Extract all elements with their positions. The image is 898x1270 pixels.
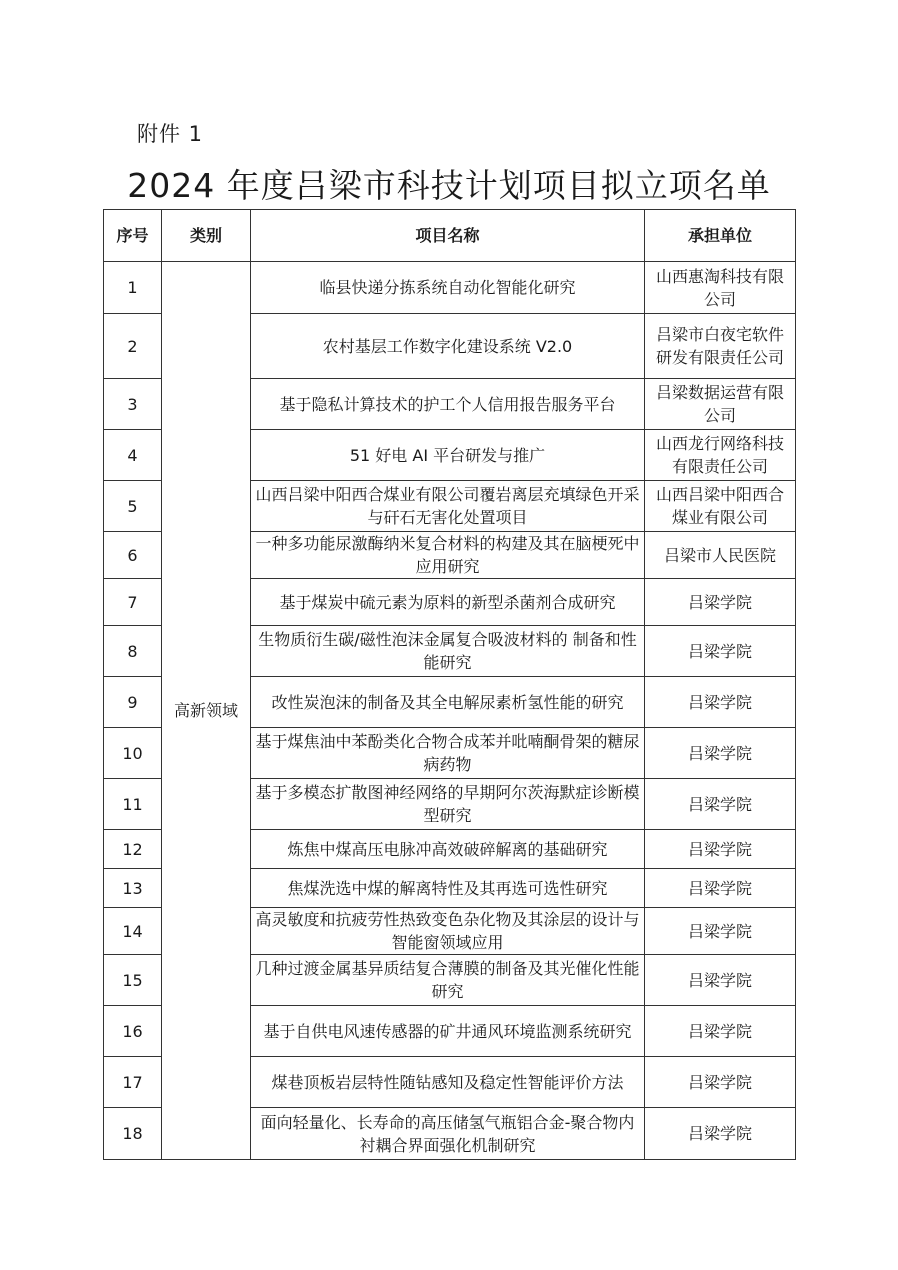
responsible-unit: 山西吕梁中阳西合煤业有限公司 xyxy=(645,481,796,532)
header-no: 序号 xyxy=(104,210,162,262)
row-number: 7 xyxy=(104,579,162,626)
project-name: 基于自供电风速传感器的矿井通风环境监测系统研究 xyxy=(251,1006,645,1057)
header-project-name: 项目名称 xyxy=(251,210,645,262)
responsible-unit: 吕梁数据运营有限公司 xyxy=(645,379,796,430)
project-table xyxy=(103,209,796,1160)
project-name: 改性炭泡沫的制备及其全电解尿素析氢性能的研究 xyxy=(251,677,645,728)
page-title: 2024 年度吕梁市科技计划项目拟立项名单 xyxy=(127,166,771,205)
row-number: 13 xyxy=(104,869,162,908)
row-number: 2 xyxy=(104,314,162,379)
row-number: 18 xyxy=(104,1108,162,1160)
table-header-row xyxy=(104,210,796,262)
row-number: 5 xyxy=(104,481,162,532)
project-name: 农村基层工作数字化建设系统 V2.0 xyxy=(251,314,645,379)
row-number: 12 xyxy=(104,830,162,869)
responsible-unit: 吕梁学院 xyxy=(645,626,796,677)
row-number: 14 xyxy=(104,908,162,955)
project-name: 焦煤洗选中煤的解离特性及其再选可选性研究 xyxy=(251,869,645,908)
row-number: 10 xyxy=(104,728,162,779)
responsible-unit: 吕梁市人民医院 xyxy=(645,532,796,579)
project-name: 51 好电 AI 平台研发与推广 xyxy=(251,430,645,481)
row-number: 6 xyxy=(104,532,162,579)
project-name: 基于煤炭中硫元素为原料的新型杀菌剂合成研究 xyxy=(251,579,645,626)
project-name: 基于多模态扩散图神经网络的早期阿尔茨海默症诊断模型研究 xyxy=(251,779,645,830)
row-number: 15 xyxy=(104,955,162,1006)
table-row xyxy=(104,262,796,314)
row-number: 9 xyxy=(104,677,162,728)
row-number: 11 xyxy=(104,779,162,830)
responsible-unit: 山西龙行网络科技有限责任公司 xyxy=(645,430,796,481)
row-number: 16 xyxy=(104,1006,162,1057)
project-name: 生物质衍生碳/磁性泡沫金属复合吸波材料的 制备和性能研究 xyxy=(251,626,645,677)
project-name: 一种多功能尿激酶纳米复合材料的构建及其在脑梗死中应用研究 xyxy=(251,532,645,579)
attachment-label: 附件 1 xyxy=(137,122,204,146)
header-unit: 承担单位 xyxy=(645,210,796,262)
row-number: 1 xyxy=(104,262,162,314)
project-name: 临县快递分拣系统自动化智能化研究 xyxy=(251,262,645,314)
responsible-unit: 吕梁市白夜宅软件研发有限责任公司 xyxy=(645,314,796,379)
responsible-unit: 吕梁学院 xyxy=(645,579,796,626)
responsible-unit: 山西惠淘科技有限公司 xyxy=(645,262,796,314)
project-name: 山西吕梁中阳西合煤业有限公司覆岩离层充填绿色开采与矸石无害化处置项目 xyxy=(251,481,645,532)
responsible-unit: 吕梁学院 xyxy=(645,908,796,955)
responsible-unit: 吕梁学院 xyxy=(645,728,796,779)
responsible-unit: 吕梁学院 xyxy=(645,1006,796,1057)
responsible-unit: 吕梁学院 xyxy=(645,955,796,1006)
project-name: 炼焦中煤高压电脉冲高效破碎解离的基础研究 xyxy=(251,830,645,869)
responsible-unit: 吕梁学院 xyxy=(645,779,796,830)
responsible-unit: 吕梁学院 xyxy=(645,1057,796,1108)
responsible-unit: 吕梁学院 xyxy=(645,1108,796,1160)
header-category: 类别 xyxy=(162,210,251,262)
project-name: 高灵敏度和抗疲劳性热致变色杂化物及其涂层的设计与智能窗领域应用 xyxy=(251,908,645,955)
row-number: 17 xyxy=(104,1057,162,1108)
project-name: 几种过渡金属基异质结复合薄膜的制备及其光催化性能研究 xyxy=(251,955,645,1006)
project-name: 基于隐私计算技术的护工个人信用报告服务平台 xyxy=(251,379,645,430)
responsible-unit: 吕梁学院 xyxy=(645,677,796,728)
project-name: 面向轻量化、长寿命的高压储氢气瓶铝合金-聚合物内衬耦合界面强化机制研究 xyxy=(251,1108,645,1160)
project-name: 基于煤焦油中苯酚类化合物合成苯并吡喃酮骨架的糖尿病药物 xyxy=(251,728,645,779)
responsible-unit: 吕梁学院 xyxy=(645,869,796,908)
row-number: 4 xyxy=(104,430,162,481)
responsible-unit: 吕梁学院 xyxy=(645,830,796,869)
project-name: 煤巷顶板岩层特性随钻感知及稳定性智能评价方法 xyxy=(251,1057,645,1108)
category-cell: 高新领域 xyxy=(162,262,251,1160)
row-number: 8 xyxy=(104,626,162,677)
row-number: 3 xyxy=(104,379,162,430)
